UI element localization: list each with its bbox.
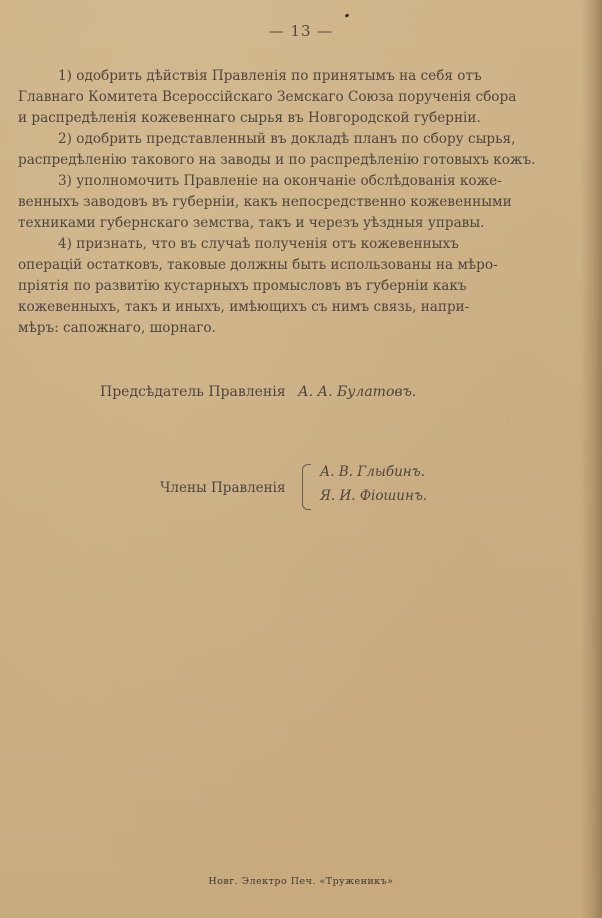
text-line: мѣръ: сапожнаго, шорнаго.: [18, 320, 216, 336]
resolution-item-4: [18, 234, 542, 339]
resolution-item-3: [18, 171, 542, 234]
text-line: Главнаго Комитета Всероссійскаго Земскаго Союза порученія сбора: [18, 89, 517, 105]
text-line: операцій остатковъ, таковые должны быть использованы на мѣро-: [18, 257, 498, 273]
ink-speck: [345, 13, 350, 17]
members-label: Члены Правленія: [160, 480, 286, 496]
member-name: А. В. Глыбинъ.: [320, 464, 425, 480]
page-number: — 13 —: [268, 22, 334, 40]
text-line: распредѣленію такового на заводы и по распредѣленію готовыхъ кожъ.: [18, 152, 536, 168]
printer-imprint: Новг. Электро Печ. «Труженикъ»: [208, 876, 394, 887]
brace-mark: [302, 464, 311, 510]
text-line: и распредѣленія кожевеннаго сырья въ Новгородской губерніи.: [18, 110, 481, 126]
text-line: 1) одобрить дѣйствія Правленія по принятымъ на себя отъ: [58, 68, 482, 84]
resolution-item-1: [18, 66, 542, 129]
page-edge-shadow: [580, 0, 602, 918]
text-line: венныхъ заводовъ въ губерніи, какъ непосредственно кожевенными: [18, 194, 512, 210]
chairman-title: Предсѣдатель Правленія: [100, 384, 286, 400]
text-line: техниками губернскаго земства, такъ и черезъ уѣздныя управы.: [18, 215, 485, 231]
text-line: 2) одобрить представленный въ докладѣ планъ по сбору сырья,: [58, 131, 516, 147]
member-name: Я. И. Фіошинъ.: [320, 488, 428, 504]
text-line: 3) уполномочить Правленіе на окончаніе обслѣдованія коже-: [58, 173, 502, 189]
text-line: 4) признать, что въ случаѣ полученія отъ кожевенныхъ: [58, 236, 459, 252]
chairman-name: А. А. Булатовъ.: [298, 384, 417, 400]
text-line: кожевенныхъ, такъ и иныхъ, имѣющихъ съ нимъ связь, напри-: [18, 299, 470, 315]
resolution-item-2: [18, 129, 542, 171]
text-line: пріятія по развитію кустарныхъ промысловъ въ губерніи какъ: [18, 278, 467, 294]
chairman-signature-block: [100, 384, 416, 400]
